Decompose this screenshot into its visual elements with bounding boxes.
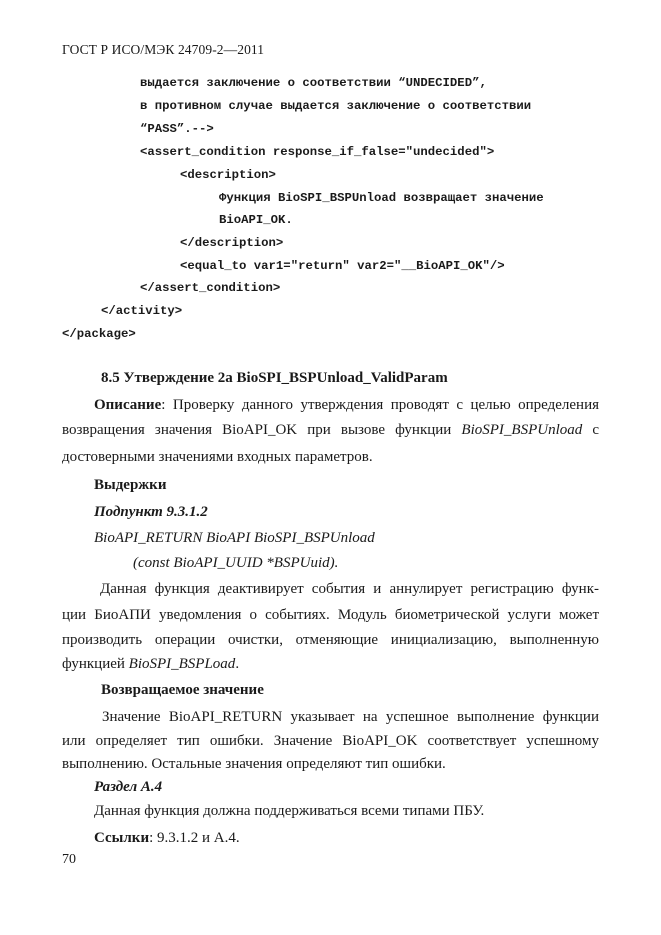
code-line: <assert_condition response_if_false="undecided"> [140,145,495,159]
paragraph-line [62,581,599,598]
paragraph-text: Данная функция деактивирует события и аннулирует регистрацию функ- [100,581,599,597]
description-text: : Проверку данного утверждения проводят с целью определения [161,397,599,413]
annex-label: Раздел А.4 [94,779,163,795]
code-line: </package> [62,327,136,341]
code-line: BioAPI_OK. [219,213,293,227]
code-line: выдается заключение о соответствии “UNDECIDED”, [140,76,487,90]
description-line: достоверными значениями входных параметров. [62,449,373,465]
paragraph-line: производить операции очистки, отменяющие инициализацию, выполненную [62,632,599,648]
paragraph-text: Значение BioAPI_RETURN указывает на успешное выполнение функции [102,709,599,725]
code-line: <equal_to var1="return" var2="__BioAPI_OK"/> [180,259,505,273]
paragraph-line [62,656,239,673]
paragraph-line: Данная функция должна поддерживаться всеми типами ПБУ. [94,803,485,819]
excerpts-label: Выдержки [94,477,167,493]
description-label: Описание [94,397,162,413]
paragraph-text: функцией [62,656,129,672]
code-line: </assert_condition> [140,281,281,295]
paragraph-text: . [235,656,240,672]
description-line [62,397,599,414]
description-line [62,422,599,439]
paragraph-line: ции БиоАПИ уведомления о событиях. Модуль биометрической услуги может [62,607,599,623]
references-line [94,830,240,847]
paragraph-line [62,709,599,726]
code-line: Функция BioSPI_BSPUnload возвращает значение [219,191,544,205]
function-name: BioSPI_BSPLoad [128,656,236,672]
paragraph-line: или определяет тип ошибки. Значение BioAPI_OK соответствует успешному [62,733,599,749]
description-text: с [582,422,599,438]
page-number: 70 [62,852,76,867]
description-text: возвращения значения BioAPI_OK при вызове функции [62,422,462,438]
code-line: в противном случае выдается заключение о соответствии [140,99,532,113]
signature-line: (const BioAPI_UUID *BSPUuid). [133,555,339,571]
references-label: Ссылки [94,830,150,846]
code-line: </description> [180,236,284,250]
code-line: </activity> [101,304,183,318]
signature-line: BioAPI_RETURN BioAPI BioSPI_BSPUnload [94,530,375,546]
function-name: BioSPI_BSPUnload [461,422,583,438]
running-header: ГОСТ Р ИСО/МЭК 24709-2—2011 [62,42,265,57]
code-line: “PASS”.--> [140,122,214,136]
return-value-label: Возвращаемое значение [101,682,264,698]
code-line: <description> [180,168,276,182]
subclause-label: Подпункт 9.3.1.2 [94,504,208,520]
section-heading: 8.5 Утверждение 2a BioSPI_BSPUnload_ValidParam [101,370,448,386]
paragraph-line: выполнению. Остальные значения определяют тип ошибки. [62,756,446,772]
references-text: : 9.3.1.2 и А.4. [149,830,240,846]
